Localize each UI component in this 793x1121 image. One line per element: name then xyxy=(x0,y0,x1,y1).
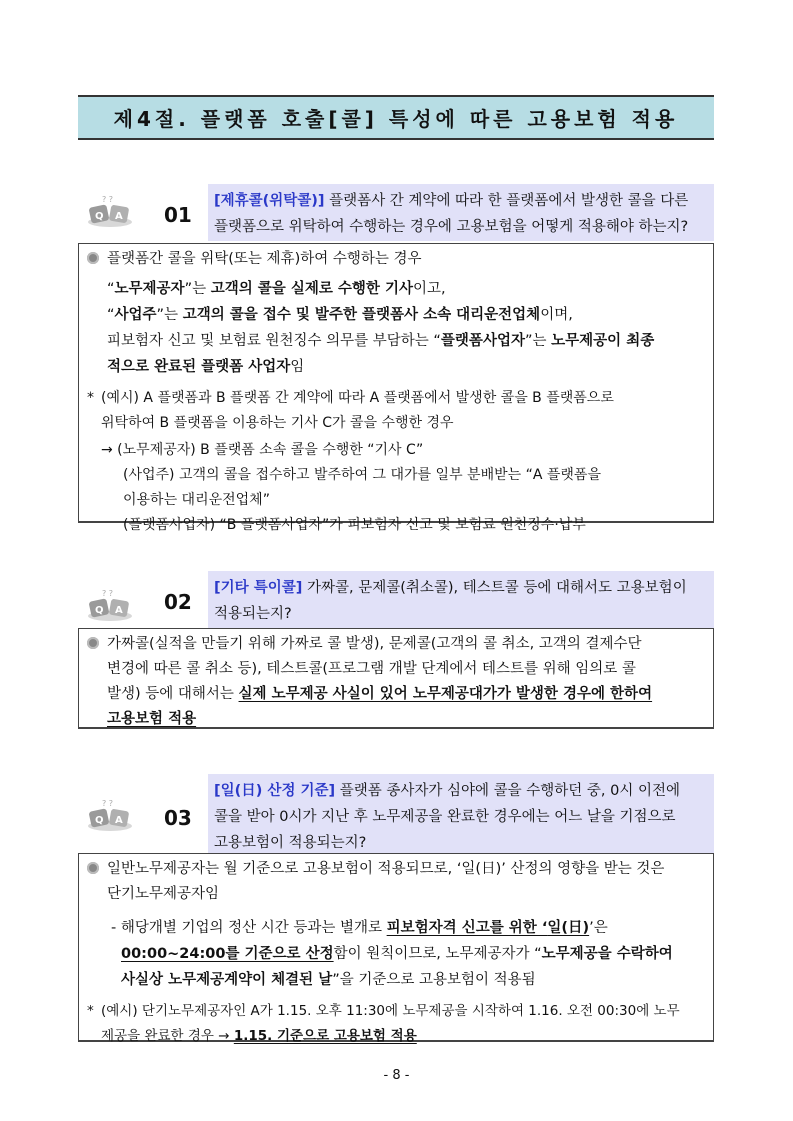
answer-box xyxy=(78,243,714,533)
answer-bold: 노무제공을 수락하여 xyxy=(541,946,673,962)
question-box xyxy=(208,774,714,854)
svg-text:A: A xyxy=(115,815,123,826)
answer-emphasis: 고용보험 적용 xyxy=(107,711,197,727)
example-emphasis: 1.15. 기준으로 고용보험 적용 xyxy=(233,1028,417,1044)
question-number: 02 xyxy=(164,590,192,614)
question-tag: [일(日) 산정 기준] xyxy=(214,783,336,799)
question-box xyxy=(208,184,714,241)
answer-bullet-icon xyxy=(87,637,99,649)
question-number: 01 xyxy=(164,203,192,227)
answer-bold: 사실상 노무제공계약이 체결된 날 xyxy=(121,972,333,988)
example-text: (사업주) 고객의 콜을 접수하고 발주하여 그 대가를 일부 분배받는 “A 플랫폼을 xyxy=(123,467,601,483)
text: “ xyxy=(107,281,115,297)
question-text: 플랫폼 종사자가 심야에 콜을 수행하던 중, 0시 이전에 xyxy=(335,783,680,799)
svg-text:A: A xyxy=(115,211,123,222)
question-text: 플랫폼사 간 계약에 따라 한 플랫폼에서 발생한 콜을 다른 xyxy=(324,193,689,209)
svg-text:Q: Q xyxy=(95,605,104,616)
text: ”는 xyxy=(156,307,183,323)
text: 임 xyxy=(290,359,305,375)
svg-text:? ?: ? ? xyxy=(102,195,114,204)
example-text: (예시) A 플랫폼과 B 플랫폼 간 계약에 따라 A 플랫폼에서 발생한 콜을 B 플랫폼으로 xyxy=(101,390,614,406)
answer-text: ”을 기준으로 고용보험이 적용됨 xyxy=(332,972,536,988)
text: “ xyxy=(107,307,115,323)
question-tag: [제휴콜(위탁콜)] xyxy=(214,193,325,209)
answer-text: ’은 xyxy=(589,920,608,936)
text: ”는 xyxy=(524,333,552,349)
svg-text:Q: Q xyxy=(95,211,104,222)
answer-text: 변경에 따른 콜 취소 등), 테스트콜(프로그램 개발 단계에서 테스트를 위해 임의로 콜 xyxy=(107,661,636,677)
question-text: 콜을 받아 0시가 지난 후 노무제공을 완료한 경우에는 어느 날을 기점으로 xyxy=(214,809,676,825)
answer-bullet-icon xyxy=(87,862,99,874)
answer-text: 단기노무제공자임 xyxy=(107,886,220,902)
question-text: 플랫폼으로 위탁하여 수행하는 경우에 고용보험을 어떻게 적용해야 하는지? xyxy=(214,219,689,235)
example-text: 이용하는 대리운전업체” xyxy=(123,492,270,508)
svg-text:A: A xyxy=(115,605,123,616)
answer-text: 함이 원칙이므로, 노무제공자가 “ xyxy=(333,946,542,962)
text-bold: 사업주 xyxy=(114,307,157,323)
text-bold: 노무제공자 xyxy=(114,281,185,297)
example-text: → (노무제공자) B 플랫폼 소속 콜을 수행한 “기사 C” xyxy=(101,442,424,458)
answer-box xyxy=(78,628,714,729)
answer-text: 일반노무제공자는 월 기준으로 고용보험이 적용되므로, ‘일(日)’ 산정의 영향을 받는 것은 xyxy=(107,861,665,877)
qa-icon xyxy=(86,586,134,622)
answer-heading: 플랫폼간 콜을 위탁(또는 제휴)하여 수행하는 경우 xyxy=(107,251,422,267)
svg-text:? ?: ? ? xyxy=(102,589,114,598)
question-box xyxy=(208,571,714,628)
text-bold: 고객의 콜을 접수 및 발주한 플랫폼사 소속 대리운전업체 xyxy=(182,307,541,323)
section-title: 제4절. 플랫폼 호출[콜] 특성에 따른 고용보험 적용 xyxy=(78,95,714,140)
answer-bullet-icon xyxy=(87,252,99,264)
text-bold: 플랫폼사업자 xyxy=(440,333,525,349)
question-text: 가짜콜, 문제콜(취소콜), 테스트콜 등에 대해서도 고용보험이 xyxy=(302,580,687,596)
example-text: 제공을 완료한 경우 → xyxy=(101,1028,234,1044)
text-bold: 노무제공이 최종 xyxy=(551,333,655,349)
question-text: 고용보험이 적용되는지? xyxy=(214,835,367,851)
answer-text: - 해당개별 기업의 정산 시간 등과는 별개로 xyxy=(111,920,387,936)
answer-text: 가짜콜(실적을 만들기 위해 가짜로 콜 발생), 문제콜(고객의 콜 취소, 고객의 결제수단 xyxy=(107,636,642,652)
example-text: (플랫폼사업자) “B 플랫폼사업자”가 피보험자 신고 및 보험료 원천징수·납부 xyxy=(123,517,586,533)
answer-emphasis: 실제 노무제공 사실이 있어 노무제공대가가 발생한 경우에 한하여 xyxy=(238,686,653,702)
answer-text: 발생) 등에 대해서는 xyxy=(107,686,239,702)
question-text: 적용되는지? xyxy=(214,606,292,622)
answer-box xyxy=(78,853,714,1042)
footnote-star: * xyxy=(87,1003,94,1019)
question-tag: [기타 특이콜] xyxy=(214,580,303,596)
answer-emphasis: 00:00~24:00를 기준으로 산정 xyxy=(121,946,334,962)
text: 이며, xyxy=(540,307,573,323)
svg-text:? ?: ? ? xyxy=(102,799,114,808)
qa-icon xyxy=(86,796,134,832)
text: 피보험자 신고 및 보험료 원천징수 의무를 부담하는 “ xyxy=(107,333,441,349)
footnote-star: * xyxy=(87,390,94,406)
text: 이고, xyxy=(413,281,446,297)
answer-emphasis: 일(日) xyxy=(547,920,590,936)
answer-emphasis: 피보험자격 신고를 위한 ‘ xyxy=(386,920,548,936)
text-bold: 고객의 콜을 실제로 수행한 기사 xyxy=(210,281,413,297)
page-number: - 8 - xyxy=(383,1068,410,1083)
question-number: 03 xyxy=(164,806,192,830)
qa-icon xyxy=(86,192,134,228)
example-text: 위탁하여 B 플랫폼을 이용하는 기사 C가 콜을 수행한 경우 xyxy=(101,415,454,431)
text-bold: 적으로 완료된 플랫폼 사업자 xyxy=(107,359,291,375)
example-text: (예시) 단기노무제공자인 A가 1.15. 오후 11:30에 노무제공을 시작하여 1.16. 오전 00:30에 노무 xyxy=(101,1003,680,1019)
svg-text:Q: Q xyxy=(95,815,104,826)
text: ”는 xyxy=(184,281,211,297)
